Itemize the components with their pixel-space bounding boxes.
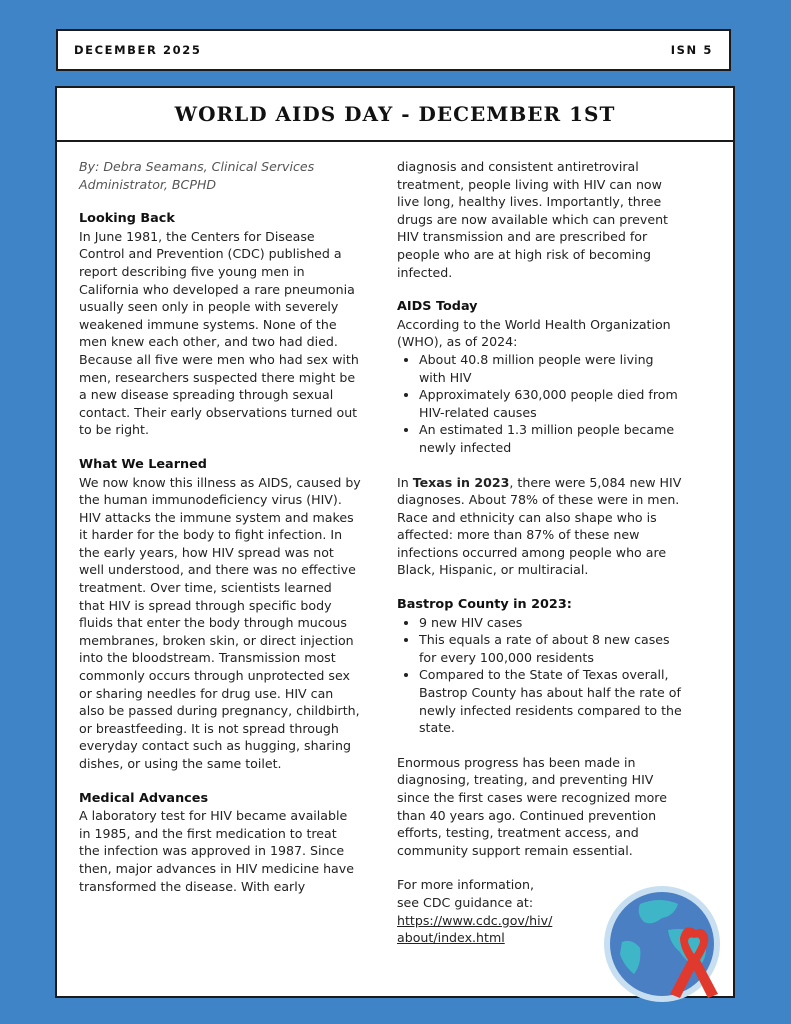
issue-date: DECEMBER 2025	[74, 43, 202, 57]
list-item: • Approximately 630,000 people died from HIV-related causes	[419, 386, 683, 421]
bastrop-list	[397, 614, 683, 737]
medical-advances-continued: diagnosis and consistent antiretroviral treatment, people living with HIV can now live long, healthy lives. Importantly, three drugs are now available which can prevent HIV transmission and are prescribed for people who are at high risk of becoming infected.	[397, 159, 668, 280]
more-info-line2: see CDC guidance at:	[397, 894, 534, 910]
cdc-link-line2[interactable]: about/index.html	[397, 930, 505, 946]
left-column	[79, 158, 361, 912]
closing-paragraph: Enormous progress has been made in diagnosing, treating, and preventing HIV since the first cases were recognized more than 40 years ago. Continued prevention efforts, testing, treatment access, and community support remain essential.	[397, 754, 667, 858]
bastrop-heading: Bastrop County in 2023:	[397, 597, 572, 613]
list-item: • Compared to the State of Texas overall, Bastrop County has about half the rate of newly infected residents compared to the state.	[419, 666, 683, 736]
looking-back-heading: Looking Back	[79, 211, 175, 227]
article-title: WORLD AIDS DAY - DECEMBER 1ST	[174, 102, 616, 126]
newsletter-header	[56, 29, 731, 71]
medical-advances-body: A laboratory test for HIV became available in 1985, and the first medication to treat the infection was approved in 1987. Since then, major advances in HIV medicine have transformed the disease. With early	[79, 808, 354, 894]
cdc-link-line1[interactable]: https://www.cdc.gov/hiv/	[397, 912, 553, 928]
aids-today-intro: According to the World Health Organization (WHO), as of 2024:	[397, 316, 671, 350]
texas-body: , there were 5,084 new HIV diagnoses. About 78% of these were in men. Race and ethnicity can also shape who is affected: more than 87% of these new infections occurred among people who are Black, Hispanic, or multiracial.	[397, 474, 682, 578]
texas-lead: In	[397, 474, 413, 490]
list-item: • 9 new HIV cases	[419, 614, 683, 632]
issue-number: ISN 5	[670, 43, 713, 57]
article-panel	[55, 86, 735, 998]
title-box	[57, 88, 733, 142]
byline: By: Debra Seamans, Clinical Services Administrator, BCPHD	[79, 159, 315, 192]
list-item: • An estimated 1.3 million people became newly infected	[419, 421, 683, 456]
aids-today-list	[397, 351, 683, 457]
texas-bold: Texas in 2023	[412, 474, 510, 490]
more-info-line1: For more information,	[397, 877, 534, 893]
looking-back-body: In June 1981, the Centers for Disease Control and Prevention (CDC) published a report describing five young men in California who developed a rare pneumonia usually seen only in people with severely weakened immune systems. None of the men knew each other, and two had died. Because all five were men who had sex with men, researchers suspected there might be a new disease spreading through sexual contact. Their early observations turned out to be right.	[79, 228, 359, 438]
list-item: • About 40.8 million people were living with HIV	[419, 351, 683, 386]
what-we-learned-heading: What We Learned	[79, 456, 207, 472]
list-item: • This equals a rate of about 8 new cases for every 100,000 residents	[419, 631, 683, 666]
globe-with-red-ribbon-icon	[600, 882, 740, 1007]
texas-paragraph	[397, 474, 683, 580]
what-we-learned-body: We now know this illness as AIDS, caused by the human immunodeficiency virus (HIV). HIV attacks the immune system and makes it harder for the body to fight infection. In the early years, how HIV spread was not well understood, and there was no effective treatment. Over time, scientists learned that HIV is spread through specific body fluids that enter the body through mucous membranes, broken skin, or direct injection into the bloodstream. Transmission most commonly occurs through unprotected sex or sharing needles for drug use. HIV can also be passed during pregnancy, childbirth, or breastfeeding. It is not spread through everyday contact such as hugging, sharing dishes, or using the same toilet.	[79, 474, 361, 771]
medical-advances-heading: Medical Advances	[79, 790, 209, 806]
aids-today-heading: AIDS Today	[397, 299, 478, 315]
right-column	[397, 158, 683, 947]
